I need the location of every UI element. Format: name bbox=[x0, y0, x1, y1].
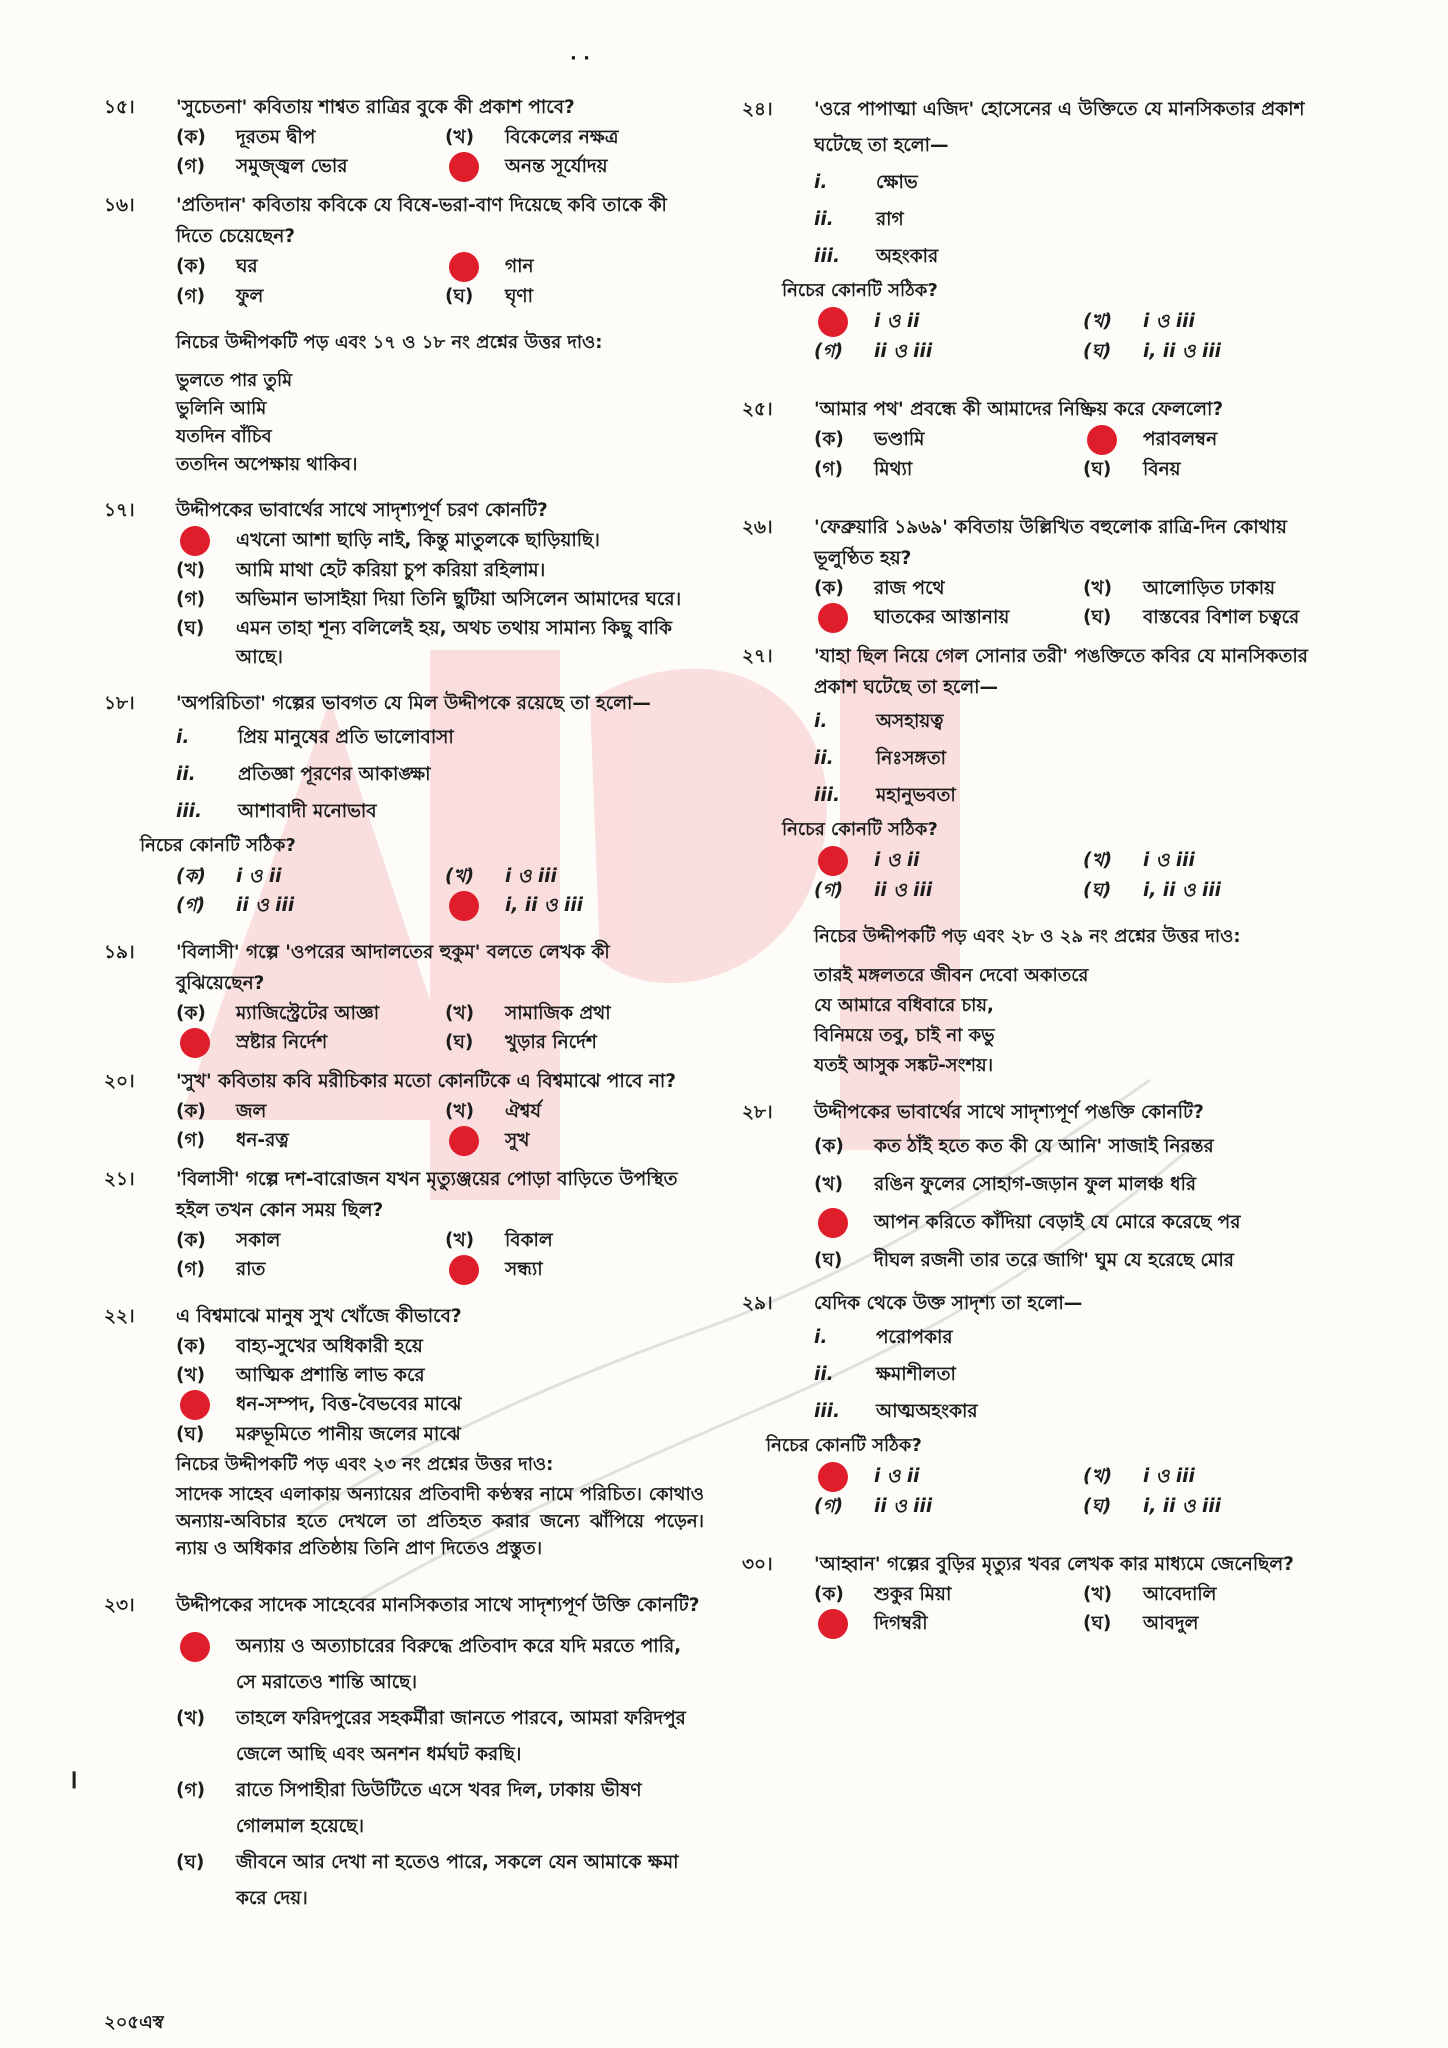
option-answer[interactable]: i ও ii bbox=[814, 846, 1073, 876]
answer-dot bbox=[818, 1208, 848, 1238]
question-text: 'সুখ' কবিতায় কবি মরীচিকার মতো কোনটিকে এ বিশ্বমাঝে পাবে না? bbox=[176, 1071, 677, 1092]
option[interactable]: (ক) জল bbox=[176, 1101, 267, 1122]
option[interactable]: (গ) ফুল bbox=[176, 286, 264, 307]
answer-dot bbox=[449, 1126, 479, 1156]
answer-dot bbox=[818, 1609, 848, 1639]
options bbox=[176, 1332, 704, 1449]
question-17 bbox=[104, 495, 704, 672]
question-16 bbox=[104, 190, 704, 311]
question-text: 'প্রতিদান' কবিতায় কবিকে যে বিষে-ভরা-বাণ দিয়েছে কবি তাকে কী দিতে চেয়েছেন? bbox=[176, 195, 667, 247]
question-number: ২৯। bbox=[742, 1293, 773, 1314]
question-number: ১৮। bbox=[104, 693, 135, 714]
options bbox=[176, 1097, 704, 1156]
statement: i. প্রিয় মানুষের প্রতি ভালোবাসা bbox=[176, 727, 454, 748]
option[interactable]: (ঘ) i, ii ও iii bbox=[1083, 1496, 1222, 1517]
correct-prompt: নিচের কোনটি সঠিক? bbox=[782, 280, 938, 301]
option[interactable]: (গ) ধন-রত্ন bbox=[176, 1130, 289, 1151]
option[interactable]: (খ) আমি মাথা হেট করিয়া চুপ করিয়া রহিলাম। bbox=[176, 560, 546, 581]
question-number: ২৬। bbox=[742, 517, 773, 538]
statement: ii. নিঃসঙ্গতা bbox=[814, 748, 946, 769]
statements bbox=[814, 164, 1342, 275]
option-answer[interactable]: i ও ii bbox=[814, 1462, 1073, 1492]
option[interactable]: (ক) i ও ii bbox=[176, 866, 282, 887]
option-answer[interactable]: স্রষ্টার নির্দেশ bbox=[176, 1028, 435, 1058]
option[interactable]: (খ) রঙিন ফুলের সোহাগ-জড়ান ফুল মালঞ্চ ধরি bbox=[814, 1174, 1197, 1195]
option[interactable]: (গ) ii ও iii bbox=[814, 880, 933, 901]
question-text: 'বিলাসী' গল্পে 'ওপরের আদালতের হুকুম' বলতে লেখক কী বুঝিয়েছেন? bbox=[176, 942, 610, 994]
answer-dot bbox=[180, 526, 210, 556]
left-column bbox=[104, 92, 704, 1917]
options bbox=[814, 425, 1342, 484]
question-number: ২৩। bbox=[104, 1595, 135, 1616]
question-20 bbox=[104, 1066, 704, 1156]
statements bbox=[814, 703, 1342, 814]
stimulus-17-18 bbox=[104, 327, 704, 479]
option-answer[interactable]: এখনো আশা ছাড়ি নাই, কিন্তু মাতুলকে ছাড়িয়াছি। bbox=[176, 526, 704, 556]
option[interactable]: (ক) বাহ্য-সুখের অধিকারী হয়ে bbox=[176, 1336, 423, 1357]
question-text: 'ওরে পাপাত্মা এজিদ' হোসেনের এ উক্তিতে যে মানসিকতার প্রকাশ ঘটেছে তা হলো— bbox=[814, 99, 1305, 156]
top-dots: · · bbox=[570, 48, 590, 69]
question-number: ২৮। bbox=[742, 1102, 773, 1123]
option[interactable]: (খ) i ও iii bbox=[1083, 850, 1195, 871]
options bbox=[176, 123, 704, 182]
stimulus-prompt: নিচের উদ্দীপকটি পড় এবং ২৩ নং প্রশ্নের উত্তর দাও: bbox=[176, 1454, 554, 1475]
question-text: উদ্দীপকের ভাবার্থের সাথে সাদৃশ্যপূর্ণ পঙক্তি কোনটি? bbox=[814, 1102, 1204, 1123]
question-number: ১৬। bbox=[104, 195, 135, 216]
option[interactable]: (গ) ii ও iii bbox=[814, 1496, 933, 1517]
statement: i. পরোপকার bbox=[814, 1327, 953, 1348]
answer-dot bbox=[449, 1255, 479, 1285]
statements bbox=[814, 1319, 1342, 1430]
correct-prompt: নিচের কোনটি সঠিক? bbox=[782, 819, 938, 840]
question-number: ৩০। bbox=[742, 1554, 773, 1575]
option-answer[interactable]: অন্যায় ও অত্যাচারের বিরুদ্ধে প্রতিবাদ করে যদি মরতে পারি, সে মরাতেও শান্তি আছে। bbox=[176, 1629, 704, 1701]
statement: iii. আশাবাদী মনোভাব bbox=[176, 801, 377, 822]
question-text: 'বিলাসী' গল্পে দশ-বারোজন যখন মৃত্যুঞ্জয়ের পোড়া বাড়িতে উপস্থিত হইল তখন কোন সময় ছিল? bbox=[176, 1169, 678, 1221]
answer-dot bbox=[449, 152, 479, 182]
option[interactable]: (খ) i ও iii bbox=[1083, 1466, 1195, 1487]
option[interactable]: (খ) i ও iii bbox=[445, 866, 557, 887]
option-answer[interactable]: গান bbox=[445, 252, 704, 282]
option[interactable]: (খ) সামাজিক প্রথা bbox=[445, 1003, 611, 1024]
option[interactable]: (গ) রাতে সিপাহীরা ডিউটিতে এসে খবর দিল, ঢাকায় ভীষণ গোলমাল হয়েছে। bbox=[176, 1780, 642, 1837]
options bbox=[814, 574, 1342, 633]
option[interactable]: (ক) ম্যাজিস্ট্রেটের আজ্ঞা bbox=[176, 1003, 380, 1024]
option[interactable]: (ক) দূরতম দ্বীপ bbox=[176, 127, 316, 148]
answer-dot bbox=[449, 891, 479, 921]
question-text: যেদিক থেকে উক্ত সাদৃশ্য তা হলো— bbox=[814, 1293, 1083, 1314]
question-text: এ বিশ্বমাঝে মানুষ সুখ খোঁজে কীভাবে? bbox=[176, 1306, 462, 1327]
option[interactable]: (খ) আত্মিক প্রশান্তি লাভ করে bbox=[176, 1365, 425, 1386]
margin-mark: । bbox=[68, 1765, 78, 1795]
option-answer[interactable]: আপন করিতে কাঁদিয়া বেড়াই যে মোরে করেছে পর bbox=[814, 1204, 1342, 1242]
stimulus-poem: তারই মঙ্গলতরে জীবন দেবো অকাতরে যে আমারে বধিবারে চায়, বিনিময়ে তবু, চাই না কভু যতই আসুক সঙ্কট-সংশয়। bbox=[814, 965, 1089, 1076]
statement: iii. মহানুভবতা bbox=[814, 785, 956, 806]
answer-dot bbox=[180, 1028, 210, 1058]
option[interactable]: (ঘ) খুড়ার নির্দেশ bbox=[445, 1032, 597, 1053]
option-answer[interactable]: i, ii ও iii bbox=[445, 891, 704, 921]
statement: iii. অহংকার bbox=[814, 246, 939, 267]
option[interactable]: (ক) ঘর bbox=[176, 256, 258, 277]
statement: ii. ক্ষমাশীলতা bbox=[814, 1364, 956, 1385]
option[interactable]: (খ) ঐশ্বর্য bbox=[445, 1101, 542, 1122]
stimulus-prompt: নিচের উদ্দীপকটি পড় এবং ১৭ ও ১৮ নং প্রশ্নের উত্তর দাও: bbox=[176, 332, 603, 353]
statement: i. অসহায়ত্ব bbox=[814, 711, 944, 732]
option[interactable]: (ঘ) এমন তাহা শূন্য বলিলেই হয়, অথচ তথায় সামান্য কিছু বাকি আছে। bbox=[176, 618, 672, 668]
option-answer[interactable]: পরাবলম্বন bbox=[1083, 425, 1342, 455]
option[interactable]: (ঘ) i, ii ও iii bbox=[1083, 341, 1222, 362]
option[interactable]: (খ) বিকেলের নক্ষত্র bbox=[445, 127, 619, 148]
statements bbox=[176, 719, 704, 830]
option[interactable]: (গ) সমুজ্জ্বল ভোর bbox=[176, 156, 348, 177]
options bbox=[176, 1629, 704, 1917]
options bbox=[814, 1128, 1342, 1280]
question-27 bbox=[742, 641, 1342, 905]
options bbox=[176, 999, 704, 1058]
question-23 bbox=[104, 1590, 704, 1917]
question-text: উদ্দীপকের ভাবার্থের সাথে সাদৃশ্যপূর্ণ চরণ কোনটি? bbox=[176, 500, 548, 521]
correct-prompt: নিচের কোনটি সঠিক? bbox=[766, 1435, 922, 1456]
question-19 bbox=[104, 937, 704, 1058]
question-text: 'অপরিচিতা' গল্পের ভাবগত যে মিল উদ্দীপকে রয়েছে তা হলো— bbox=[176, 693, 651, 714]
option[interactable]: (ঘ) বাস্তবের বিশাল চত্বরে bbox=[1083, 607, 1300, 628]
option[interactable]: (গ) মিথ্যা bbox=[814, 459, 913, 480]
question-number: ১৯। bbox=[104, 942, 135, 963]
option-answer[interactable]: সুখ bbox=[445, 1126, 704, 1156]
answer-dot bbox=[818, 307, 848, 337]
right-column bbox=[742, 92, 1342, 1639]
page-footer: ২০৫এস্ব bbox=[104, 2012, 164, 2033]
option[interactable]: (গ) অভিমান ভাসাইয়া দিয়া তিনি ছুটিয়া অসিলেন আমাদের ঘরে। bbox=[176, 589, 682, 610]
question-30 bbox=[742, 1549, 1342, 1639]
options bbox=[814, 1580, 1342, 1639]
options bbox=[176, 1226, 704, 1285]
option[interactable]: (খ) তাহলে ফরিদপুরের সহকর্মীরা জানতে পারবে, আমরা ফরিদপুর জেলে আছি এবং অনশন ধর্মঘট করছি। bbox=[176, 1708, 686, 1765]
option[interactable]: (ঘ) জীবনে আর দেখা না হতেও পারে, সকলে যেন আমাকে ক্ষমা করে দেয়। bbox=[176, 1852, 679, 1909]
answer-dot bbox=[818, 603, 848, 633]
question-number: ২৫। bbox=[742, 399, 773, 420]
option[interactable]: (খ) i ও iii bbox=[1083, 311, 1195, 332]
option[interactable]: (গ) রাত bbox=[176, 1259, 266, 1280]
option[interactable]: (ক) ভণ্ডামি bbox=[814, 429, 925, 450]
option[interactable]: (গ) ii ও iii bbox=[176, 895, 295, 916]
answer-dot bbox=[818, 846, 848, 876]
question-text: 'আহ্বান' গল্পের বুড়ির মৃত্যুর খবর লেখক কার মাধ্যমে জেনেছিল? bbox=[814, 1554, 1294, 1575]
question-text: 'সুচেতনা' কবিতায় শাশ্বত রাত্রির বুকে কী প্রকাশ পাবে? bbox=[176, 97, 575, 118]
answer-dot bbox=[818, 1462, 848, 1492]
option[interactable]: (ঘ) বিনয় bbox=[1083, 459, 1181, 480]
option[interactable]: (খ) বিকাল bbox=[445, 1230, 553, 1251]
correct-prompt: নিচের কোনটি সঠিক? bbox=[140, 835, 296, 856]
answer-dot bbox=[449, 252, 479, 282]
question-number: ২০। bbox=[104, 1071, 135, 1092]
question-number: ২৭। bbox=[742, 646, 773, 667]
question-25 bbox=[742, 394, 1342, 484]
question-number: ২৪। bbox=[742, 99, 773, 120]
question-number: ২১। bbox=[104, 1169, 135, 1190]
options bbox=[814, 307, 1342, 366]
answer-dot bbox=[180, 1632, 210, 1662]
question-29 bbox=[742, 1288, 1342, 1521]
question-number: ২২। bbox=[104, 1306, 135, 1327]
question-15 bbox=[104, 92, 704, 182]
stimulus-poem: ভুলতে পার তুমি ভুলিনি আমি যতদিন বাঁচিব ততদিন অপেক্ষায় থাকিব। bbox=[176, 370, 358, 475]
option-answer[interactable]: অনন্ত সূর্যোদয় bbox=[445, 152, 704, 182]
options bbox=[814, 1462, 1342, 1521]
option[interactable]: (ঘ) ঘৃণা bbox=[445, 286, 533, 307]
option-answer[interactable]: দিগম্বরী bbox=[814, 1609, 1073, 1639]
statement: ii. রাগ bbox=[814, 209, 904, 230]
question-22 bbox=[104, 1301, 704, 1449]
question-number: ১৭। bbox=[104, 500, 135, 521]
option-answer[interactable]: i ও ii bbox=[814, 307, 1073, 337]
option[interactable]: (ঘ) i, ii ও iii bbox=[1083, 880, 1222, 901]
question-24 bbox=[742, 92, 1342, 366]
question-text: উদ্দীপকের সাদেক সাহেবের মানসিকতার সাথে সাদৃশ্যপূর্ণ উক্তি কোনটি? bbox=[176, 1595, 700, 1616]
options bbox=[176, 252, 704, 311]
stimulus-23 bbox=[104, 1449, 704, 1562]
statement: i. ক্ষোভ bbox=[814, 172, 918, 193]
question-text: 'ফেব্রুয়ারি ১৯৬৯' কবিতায় উল্লিখিত বহুলোক রাত্রি-দিন কোথায় ভূলুণ্ঠিত হয়? bbox=[814, 517, 1287, 569]
option[interactable]: (ক) কত ঠাঁই হতে কত কী যে আনি' সাজাই নিরন্তর bbox=[814, 1136, 1214, 1157]
statement: iii. আত্মঅহংকার bbox=[814, 1401, 978, 1422]
stimulus-prompt: নিচের উদ্দীপকটি পড় এবং ২৮ ও ২৯ নং প্রশ্নের উত্তর দাও: bbox=[814, 926, 1241, 947]
question-number: ১৫। bbox=[104, 97, 135, 118]
stimulus-passage: সাদেক সাহেব এলাকায় অন্যায়ের প্রতিবাদী কণ্ঠস্বর নামে পরিচিত। কোথাও অন্যায়-অবিচার হতে দেখলে তা প্রতিহত করার জন্যে ঝাঁপিয়ে পড়েন। ন্যায় ও অধিকার প্রতিষ্ঠায় তিনি প্রাণ দিতেও প্রস্তুত। bbox=[176, 1484, 704, 1559]
option-answer[interactable]: সন্ধ্যা bbox=[445, 1255, 704, 1285]
answer-dot bbox=[1087, 425, 1117, 455]
options bbox=[176, 526, 704, 672]
question-26 bbox=[742, 512, 1342, 633]
option[interactable]: (ঘ) আবদুল bbox=[1083, 1613, 1199, 1634]
statement: ii. প্রতিজ্ঞা পূরণের আকাঙ্ক্ষা bbox=[176, 764, 431, 785]
answer-dot bbox=[180, 1390, 210, 1420]
option[interactable]: (ক) শুকুর মিয়া bbox=[814, 1584, 952, 1605]
stimulus-28-29 bbox=[742, 921, 1342, 1081]
option[interactable]: (ক) সকাল bbox=[176, 1230, 281, 1251]
options bbox=[176, 862, 704, 921]
option-answer[interactable]: ঘাতকের আস্তানায় bbox=[814, 603, 1073, 633]
option[interactable]: (ঘ) মরুভূমিতে পানীয় জলের মাঝে bbox=[176, 1424, 461, 1445]
question-text: 'যাহা ছিল নিয়ে গেল সোনার তরী' পঙক্তিতে কবির যে মানসিকতার প্রকাশ ঘটেছে তা হলো— bbox=[814, 646, 1308, 698]
option[interactable]: (খ) আলোড়িত ঢাকায় bbox=[1083, 578, 1276, 599]
option-answer[interactable]: ধন-সম্পদ, বিত্ত-বৈভবের মাঝে bbox=[176, 1390, 704, 1420]
question-text: 'আমার পথ' প্রবন্ধে কী আমাদের নিষ্ক্রিয় করে ফেললো? bbox=[814, 399, 1224, 420]
options bbox=[814, 846, 1342, 905]
question-18 bbox=[104, 688, 704, 921]
option[interactable]: (খ) আবেদালি bbox=[1083, 1584, 1217, 1605]
option[interactable]: (ঘ) দীঘল রজনী তার তরে জাগি' ঘুম যে হরেছে মোর bbox=[814, 1250, 1234, 1271]
question-28 bbox=[742, 1097, 1342, 1280]
question-21 bbox=[104, 1164, 704, 1285]
option[interactable]: (ক) রাজ পথে bbox=[814, 578, 945, 599]
option[interactable]: (গ) ii ও iii bbox=[814, 341, 933, 362]
